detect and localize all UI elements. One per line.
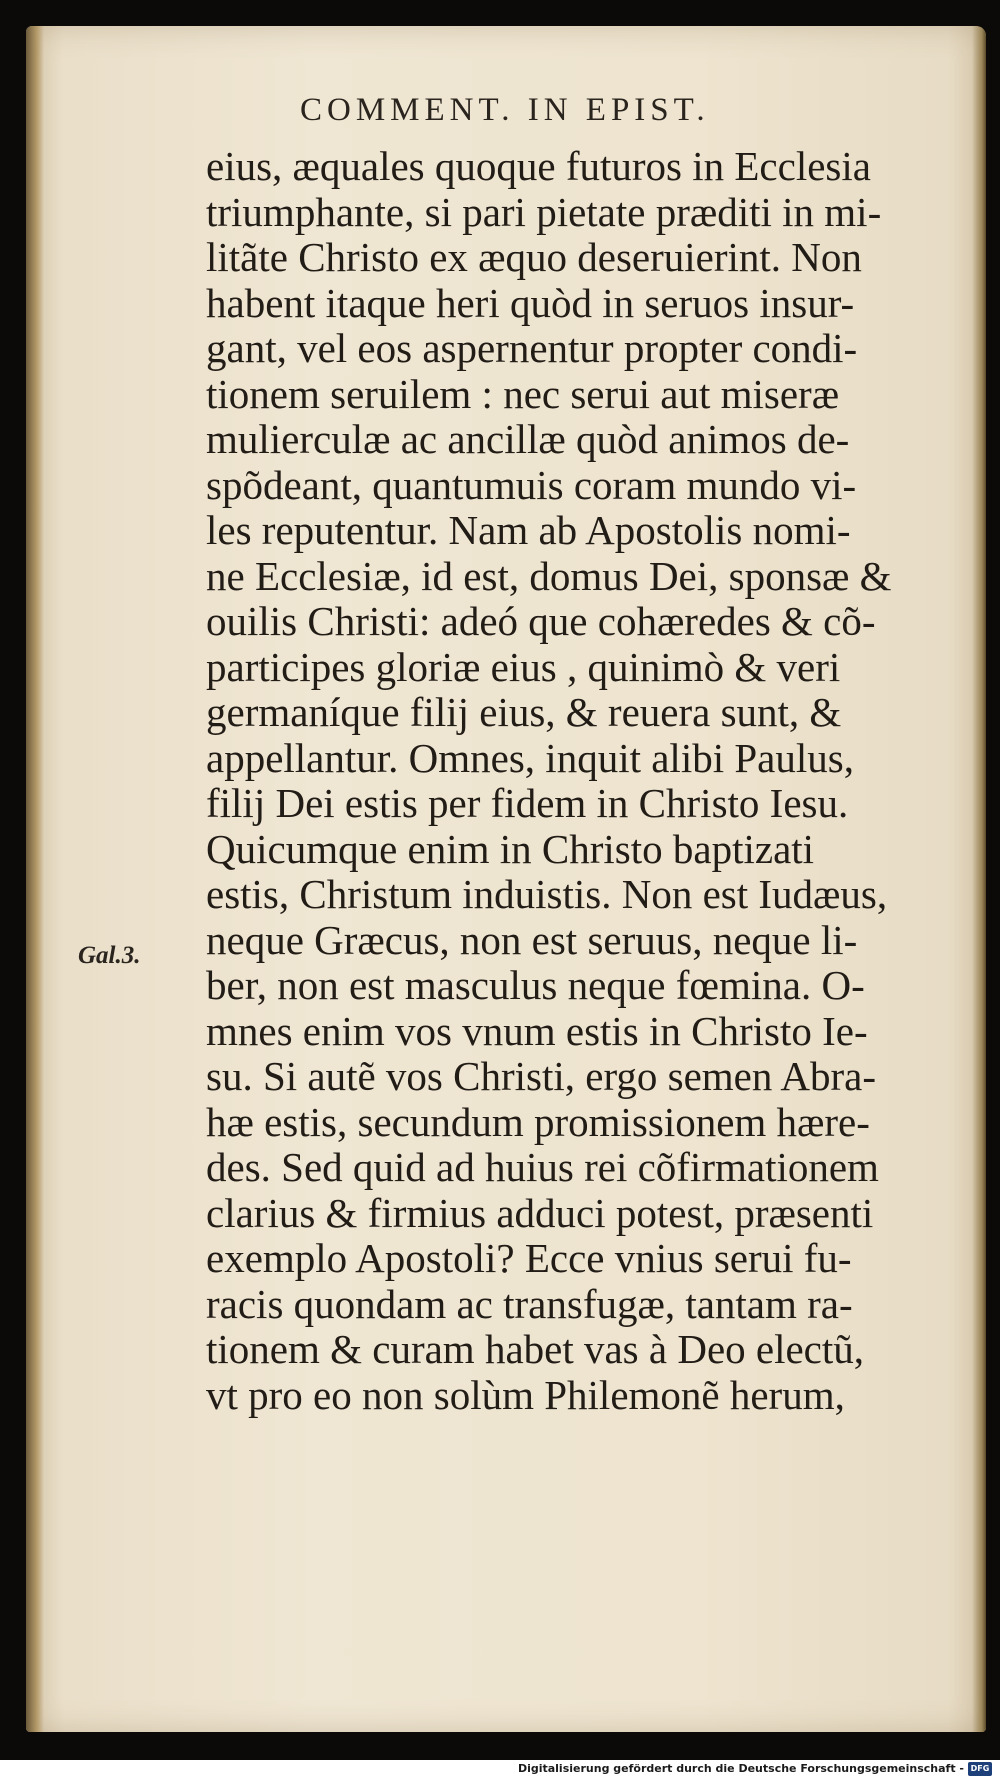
text-line: appellantur. Omnes, inquit alibi Paulus, — [206, 734, 854, 781]
text-line: hæ estis, secundum promissionem hære- — [206, 1098, 870, 1145]
marginal-note: Gal.3. — [78, 942, 141, 969]
text-line: Quicumque enim in Christo baptizati — [206, 825, 815, 872]
text-line: tionem seruilem : nec serui aut miseræ — [206, 370, 840, 417]
text-line: filij Dei estis per fidem in Christo Iesu. — [206, 780, 849, 826]
text-line: su. Si autẽ vos Christi, ergo semen Abra- — [206, 1053, 876, 1099]
text-line: ber, non est masculus neque fœmina. O- — [206, 962, 865, 1008]
text-line: ne Ecclesiæ, id est, domus Dei, sponsæ & — [206, 552, 892, 599]
dfg-logo: DFG — [968, 1762, 992, 1776]
text-line: participes gloriæ eius , quinimò & veri — [206, 643, 841, 690]
page-gutter — [26, 26, 44, 1732]
running-head: COMMENT. IN EPIST. — [300, 92, 710, 128]
text-line: germaníque filij eius, & reuera sunt, & — [206, 689, 842, 735]
text-line: racis quondam ac transfugæ, tantam ra- — [206, 1280, 853, 1327]
text-line: habent itaque heri quòd in seruos insur- — [206, 279, 855, 326]
text-line: mnes enim vos vnum estis in Christo Ie- — [206, 1007, 868, 1054]
page-edge — [972, 26, 986, 1732]
text-line: des. Sed quid ad huius rei cõfirmationem — [206, 1144, 879, 1190]
text-line: clarius & firmius adduci potest, præsenti — [206, 1189, 874, 1236]
text-line: mulierculæ ac ancillæ quòd animos de- — [206, 416, 850, 462]
text-line: tionem & curam habet vas à Deo electũ, — [206, 1326, 865, 1372]
text-line: vt pro eo non solùm Philemonẽ herum, — [206, 1371, 845, 1418]
text-line: litãte Christo ex æquo deseruierint. Non — [206, 234, 862, 280]
text-line: spõdeant, quantumuis coram mundo vi- — [206, 461, 857, 508]
text-line: ouilis Christi: adeó que cohæredes & cõ- — [206, 598, 876, 644]
text-line: gant, vel eos aspernentur propter condi- — [206, 325, 858, 371]
text-line: triumphante, si pari pietate præditi in mi- — [206, 188, 882, 235]
text-line: neque Græcus, non est seruus, neque li- — [206, 916, 858, 963]
body-text — [206, 144, 906, 1418]
text-line: les reputentur. Nam ab Apostolis nomi- — [206, 507, 851, 553]
text-line: exemplo Apostoli? Ecce vnius serui fu- — [206, 1235, 852, 1281]
text-line: eius, æquales quoque futuros in Ecclesia — [206, 143, 871, 189]
text-line: estis, Christum induistis. Non est Iudæus, — [206, 871, 888, 917]
digitization-credit: Digitalisierung gefördert durch die Deutsche Forschungsgemeinschaft - — [517, 1762, 964, 1775]
